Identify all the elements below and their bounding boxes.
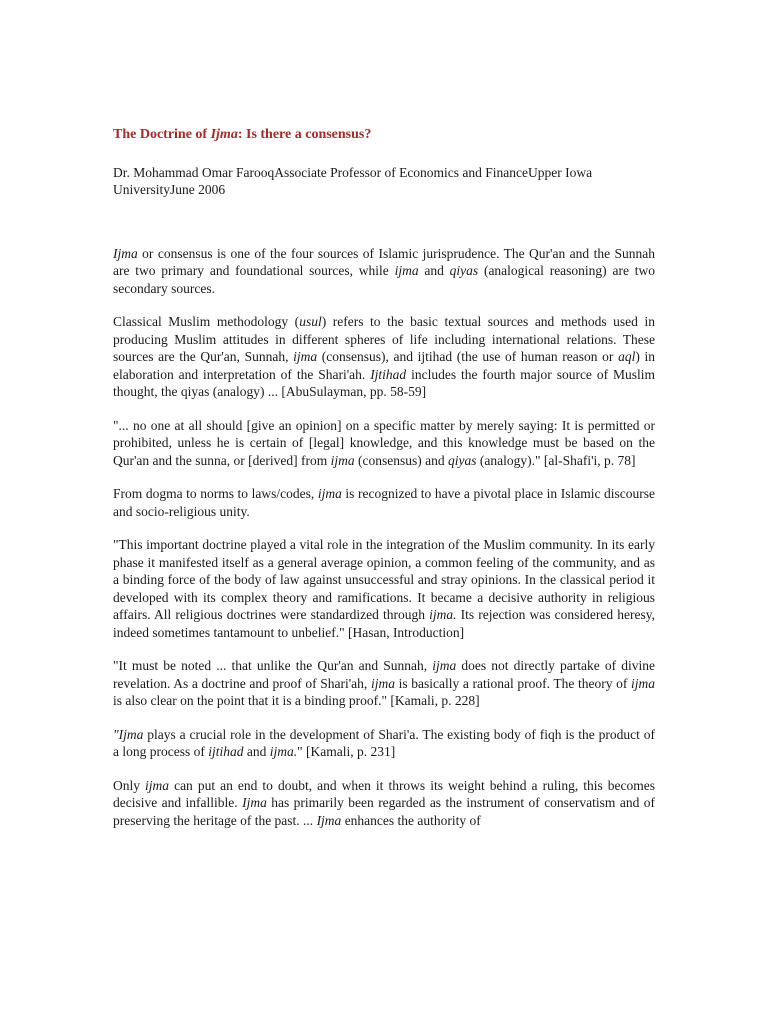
text-run: "... no one at all should [give an opinion] on a specific matter by merely saying: It is permitted or prohibited, unless he is certain of [legal] knowledge, and this knowledge must be based on the Qur'an and the sunna, or [derived] from — [113, 417, 655, 468]
text-run: does not directly partake of divine revelation. As a doctrine and proof of Shari'ah, — [113, 658, 655, 691]
text-run: is basically a rational proof. The theory of — [394, 675, 631, 691]
paragraph — [113, 726, 655, 761]
italic-term: ijma — [330, 452, 355, 468]
italic-term: ijma. — [429, 607, 457, 622]
italic-term: ijtihad — [208, 744, 244, 759]
italic-term: "Ijma — [113, 726, 144, 742]
text-run: has primarily been regarded as the instrument of conservatism and of preserving the heritage of the past. ... — [113, 795, 655, 828]
paragraph — [113, 313, 655, 401]
title-suffix: : Is there a consensus? — [237, 127, 372, 142]
italic-term: Ijtihad — [370, 366, 407, 382]
italic-term: qiyas — [447, 452, 477, 468]
italic-term: ijma — [630, 675, 655, 691]
text-run: ) in elaboration and interpretation of the Shari'ah. — [113, 349, 655, 382]
text-run: Only — [113, 777, 146, 793]
italic-term: usul — [299, 314, 322, 329]
paragraph — [113, 245, 655, 298]
paragraph — [113, 657, 655, 710]
italic-term: ijma — [293, 349, 318, 364]
italic-term: Ijma — [113, 245, 138, 261]
title-italic-term: Ijma — [210, 127, 238, 142]
author-line: Dr. Mohammad Omar FarooqAssociate Professor of Economics and FinanceUpper Iowa UniversityJune 2006 — [113, 164, 593, 197]
text-run: (analogy)." [al-Shafi'i, p. 78] — [476, 452, 636, 468]
text-run: " [Kamali, p. 231] — [297, 744, 396, 759]
text-run: can put an end to doubt, and when it throws its weight behind a ruling, this becomes decisive and infallible. — [113, 777, 655, 810]
italic-term: ijma — [145, 777, 170, 793]
text-run: and — [243, 744, 270, 759]
text-run: includes the fourth major source of Muslim thought, the qiyas (analogy) ... [AbuSulayman, pp. 58-59] — [113, 366, 655, 399]
text-run: Classical Muslim methodology ( — [113, 314, 300, 329]
text-run: and — [418, 263, 450, 278]
text-run: ) refers to the basic textual sources and methods used in producing Muslim attitudes in different spheres of life including international relations. These sources are the Qur'an, Sunnah, — [113, 314, 655, 364]
text-run: From dogma to norms to laws/codes, — [113, 486, 318, 501]
text-run: "This important doctrine played a vital role in the integration of the Muslim community. In its early phase it manifested itself as a general average opinion, a common feeling of the community, and as a binding force of the body of law against unsuccessful and stray opinions. In the classical period it developed with its complex theory and ramifications. It became a decisive authority in religious affairs. All religious doctrines were standardized through — [113, 537, 655, 622]
italic-term: ijma — [317, 486, 342, 501]
italic-term: ijma — [394, 263, 419, 278]
text-run: plays a crucial role in the development of Shari'a. The existing body of fiqh is the product of a long process of — [113, 726, 655, 759]
body-text — [113, 245, 655, 830]
text-run: enhances the authority of — [341, 812, 481, 828]
text-run: is also clear on the point that it is a binding proof." [Kamali, p. 228] — [113, 693, 480, 708]
document-title — [113, 126, 655, 144]
text-run: (analogical reasoning) are two secondary sources. — [113, 263, 655, 296]
italic-term: Ijma — [242, 795, 267, 810]
italic-term: ijma. — [269, 744, 298, 759]
paragraph — [113, 417, 655, 470]
italic-term: aql — [618, 349, 636, 364]
text-run: (consensus) and — [354, 452, 448, 468]
text-run: is recognized to have a pivotal place in Islamic discourse and socio-religious unity. — [113, 486, 656, 519]
paragraph — [113, 536, 655, 641]
text-run: or consensus is one of the four sources of Islamic jurisprudence. The Qur'an and the Sunnah are two primary and foundational sources, while — [113, 245, 655, 278]
document-page — [113, 126, 655, 845]
text-run: Its rejection was considered heresy, indeed sometimes tantamount to unbelief." [Hasan, Introduction] — [113, 607, 655, 640]
title-prefix: The Doctrine of — [113, 127, 211, 142]
paragraph — [113, 485, 655, 520]
text-run: "It must be noted ... that unlike the Qur'an and Sunnah, — [113, 658, 433, 673]
italic-term: Ijma — [316, 812, 342, 828]
text-run: (consensus), and ijtihad (the use of human reason or — [317, 349, 619, 364]
italic-term: qiyas — [449, 263, 479, 278]
italic-term: ijma — [432, 658, 457, 673]
paragraph — [113, 777, 655, 830]
italic-term: ijma — [370, 675, 395, 691]
